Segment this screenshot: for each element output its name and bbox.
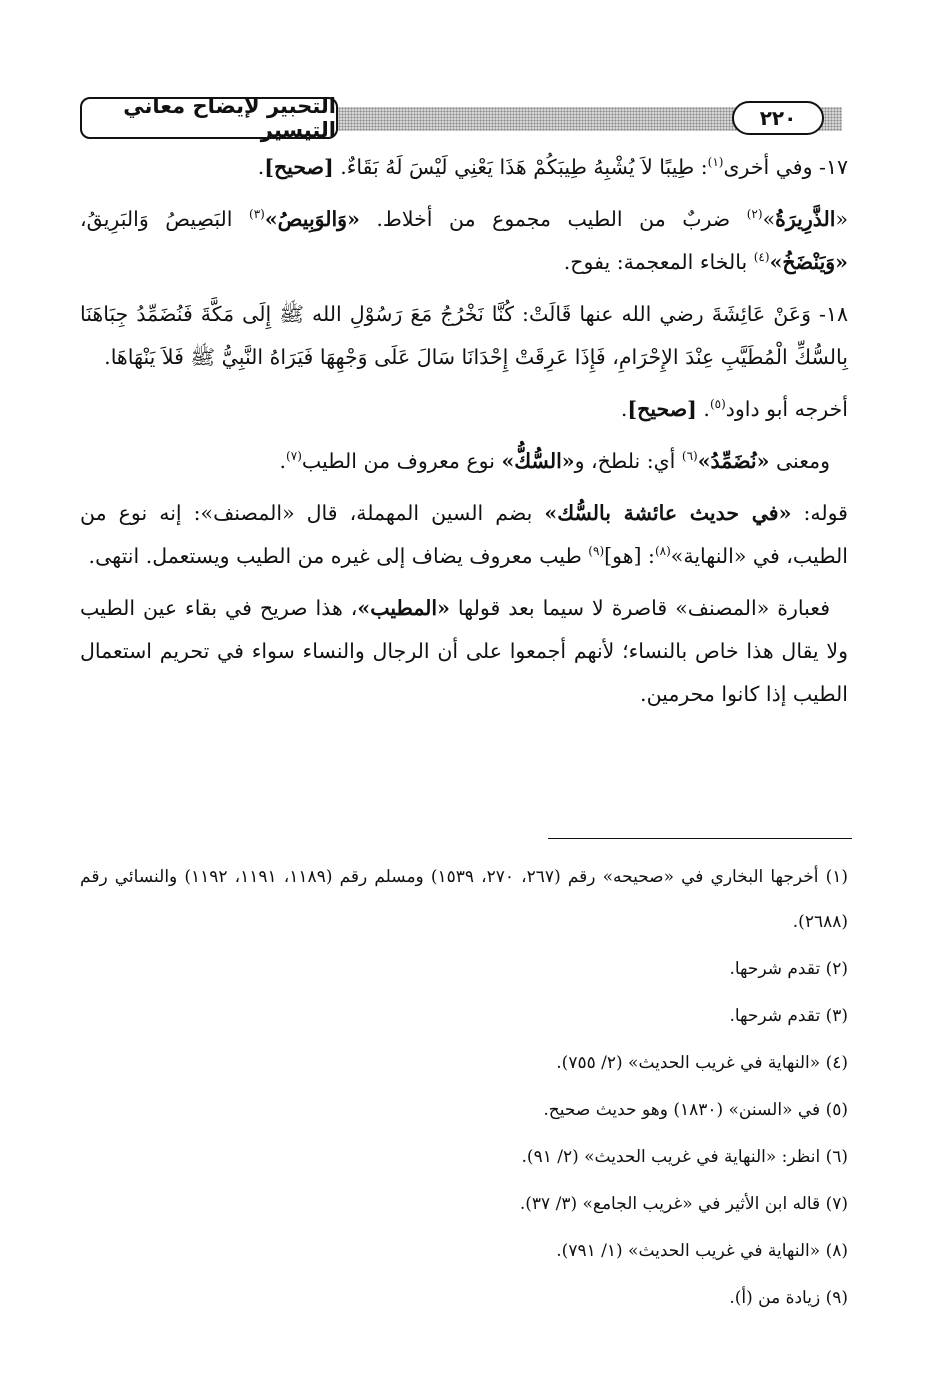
glossary-term: «السُّكُّ» <box>501 449 575 473</box>
quoted-phrase: «المطيب» <box>357 596 450 620</box>
footnote-item: (٤) «النهاية في غريب الحديث» (٢/ ٧٥٥). <box>556 1053 848 1073</box>
meaning-paragraph: ومعنى «نُضَمِّدُ»$^{(٦)}$ أي: نلطخ، و«السُّكُّ» نوع معروف من الطيب$^{(٧)}$. <box>279 449 830 473</box>
footnote-item: (٨) «النهاية في غريب الحديث» (١/ ٧٩١). <box>556 1241 848 1261</box>
footnote-item: (٩) زيادة من (أ). <box>729 1288 848 1308</box>
footnote-item: (٧) قاله ابن الأثير في «غريب الجامع» (٣/ ٣٧). <box>519 1194 848 1214</box>
footnote-divider <box>548 838 852 839</box>
footnote-item: (٥) في «السنن» (١٨٣٠) وهو حديث صحيح. <box>543 1100 848 1120</box>
footnote-ref: (٥) <box>709 397 726 412</box>
glossary-term: «نُضَمِّدُ» <box>697 449 770 473</box>
glossary-paragraph: «الذَّرِيرَةُ»$^{(٢)}$ ضربٌ من الطيب مجموع من أخلاط. «وَالوَبِيصُ»$^{(٣)}$ البَصِيصُ وَالبَرِيقُ، «وَيَنْضَخُ»$^{(٤)}$ بالخاء المعجمة: يفوح. <box>80 207 849 274</box>
footnotes <box>80 866 848 1333</box>
footnote-ref: (٧) <box>286 449 302 464</box>
hadith-18: ١٨- وَعَنْ عَائِشَةَ رضي الله عنها قَالَتْ: كُنَّا نَخْرُجُ مَعَ رَسُوْلِ الله ﷺ إِلَى مَكَّةَ فَنُضَمِّدُ جِبَاهَنَا بِالسُّكِّ الْمُطَيَّبِ عِنْدَ الإِحْرَامِ، فَإِذَا عَرِقَتْ إِحْدَانَا سَالَ عَلَى وَجْهِهَا فَيَرَاهُ النَّبِيُّ ﷺ فَلاَ يَنْهَاهَا. <box>80 302 848 369</box>
commentary-paragraph: فعبارة «المصنف» قاصرة لا سيما بعد قولها «المطيب»، هذا صريح في بقاء عين الطيب ولا يقال هذا خاص بالنساء؛ لأنهم أجمعوا على أن الرجال والنساء سواء في تحريم استعمال الطيب إذا كانوا محرمين. <box>80 596 848 706</box>
footnote-ref: (٦) <box>681 449 698 464</box>
footnote-ref: (٤) <box>753 250 770 265</box>
glossary-term: «وَالوَبِيصُ» <box>264 207 360 231</box>
book-title: التحبير لإيضاح معاني التيسير <box>80 97 338 139</box>
footnote-ref: (٨) <box>654 544 671 559</box>
footnote-ref: (٩) <box>588 544 605 559</box>
footnote-ref: (٢) <box>746 207 763 222</box>
footnote-item: (١) أخرجها البخاري في «صحيحه» رقم (٢٦٧، ٢٧٠، ١٥٣٩) ومسلم رقم (١١٨٩، ١١٩١، ١١٩٢) والنسائي رقم (٢٦٨٨). <box>80 867 849 932</box>
commentary-paragraph: قوله: «في حديث عائشة بالسُّك» بضم السين المهملة، قال «المصنف»: إنه نوع من الطيب، في «النهاية»$^{(٨)}$: [هو]$^{(٩)}$ طيب معروف يضاف إلى غيره من الطيب ويستعمل. انتهى. <box>80 501 848 568</box>
glossary-term: الذَّرِيرَةُ <box>775 207 836 231</box>
page-number: ٢٢٠ <box>732 101 824 135</box>
hadith-17: ١٧- وفي أخرى$^{(١)}$: طِيبًا لاَ يُشْبِهُ طِيبَكُمْ هَذَا يَعْنِي لَيْسَ لَهُ بَقَاءٌ. [صحيح]. <box>257 155 848 179</box>
hadith-source: أخرجه أبو داود$^{(٥)}$. [صحيح]. <box>620 397 848 421</box>
grade-label: [صحيح] <box>627 397 697 421</box>
grade-label: [صحيح] <box>264 155 334 179</box>
main-text <box>80 146 848 725</box>
page-header <box>80 95 842 143</box>
footnote-ref: (٣) <box>249 207 265 222</box>
quoted-phrase: «في حديث عائشة بالسُّك» <box>544 501 792 525</box>
footnote-item: (٦) انظر: «النهاية في غريب الحديث» (٢/ ٩١). <box>521 1147 848 1167</box>
footnote-item: (٢) تقدم شرحها. <box>729 959 848 979</box>
footnote-ref: (١) <box>707 155 724 170</box>
footnote-item: (٣) تقدم شرحها. <box>729 1006 848 1026</box>
glossary-term: «وَيَنْضَخُ» <box>769 250 848 274</box>
